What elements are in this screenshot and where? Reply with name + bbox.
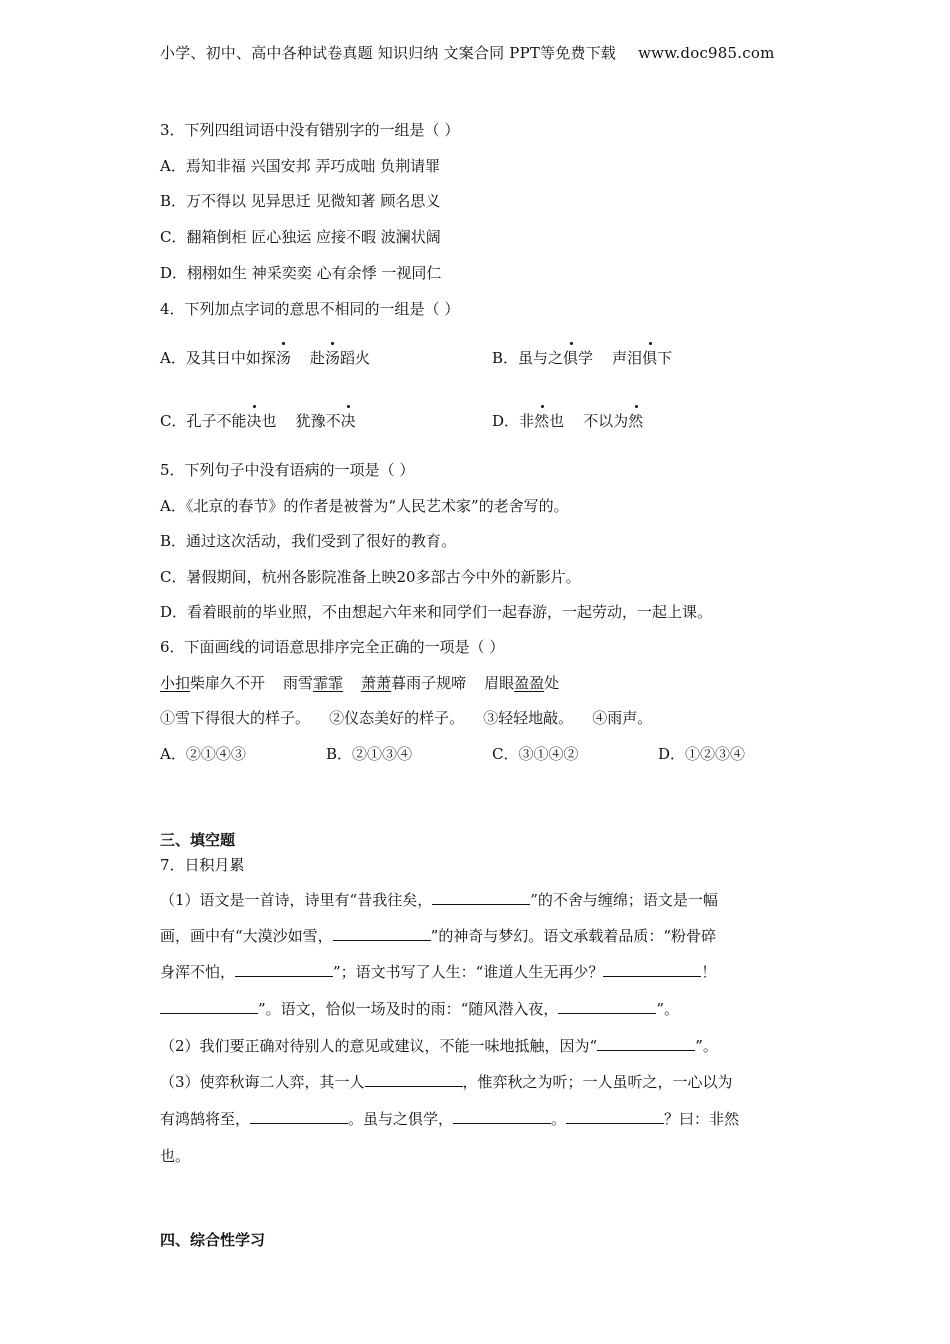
q4a-text3: 蹈火 <box>339 349 370 367</box>
q4d-dotted-2: 然 <box>628 412 644 430</box>
text: ”。语文，恰似一场及时的雨：“随风潜入夜， <box>258 1000 559 1018</box>
fill-blank-9[interactable] <box>250 1111 348 1124</box>
fill-blank-3[interactable] <box>235 964 333 977</box>
text: 画，画中有“大漠沙如雪， <box>160 927 333 945</box>
q4b-dotted-2: 俱 <box>642 349 658 367</box>
q6-phrase4-pre: 眉眼 <box>484 674 515 692</box>
q4b-text3: 下 <box>657 349 673 367</box>
q6-option-c: C．③①④② <box>492 745 579 763</box>
q5-stem: 5．下列句子中没有语病的一项是（ ） <box>160 461 415 479</box>
fill-blank-7[interactable] <box>597 1038 695 1051</box>
fill-blank-6[interactable] <box>558 1001 656 1014</box>
text: 。虽与之俱学， <box>348 1110 454 1128</box>
text: ，惟弈秋之为听；一人虽听之，一心以为 <box>462 1073 733 1091</box>
q6-phrase4-rest: 处 <box>544 674 560 692</box>
q7-p1-line2 <box>160 925 716 946</box>
q6-underlined-1: 小扣 <box>160 674 191 692</box>
q6-underlined-2: 霏霏 <box>313 674 344 692</box>
text: ”的不舍与缠绵；语文是一幅 <box>530 891 718 909</box>
q7-p1-line1 <box>160 889 718 910</box>
q4-option-b <box>492 347 672 368</box>
q4a-dotted-1: 汤 <box>275 349 291 367</box>
q7-p1-line4 <box>160 998 679 1019</box>
q6-phrases <box>160 672 559 693</box>
q7-p3-line2 <box>160 1108 739 1129</box>
fill-blank-4[interactable] <box>603 964 701 977</box>
text: ！ <box>701 963 717 981</box>
text: ”的神奇与梦幻。语文承载着品质：“粉骨碎 <box>430 927 717 945</box>
q4-option-d <box>492 410 643 431</box>
q4a-text2: 赴 <box>290 349 325 367</box>
text: ”。 <box>695 1037 718 1055</box>
q5-option-d: D．看着眼前的毕业照，不由想起六年来和同学们一起春游，一起劳动，一起上课。 <box>160 603 713 621</box>
q4d-text1: D．非 <box>492 412 535 430</box>
q6-phrase1-rest: 柴扉久不开 <box>190 674 266 692</box>
q6-stem: 6．下面画线的词语意思排序完全正确的一项是（ ） <box>160 638 505 656</box>
q7-p3-line3: 也。 <box>160 1147 191 1165</box>
q4-stem: 4．下列加点字词的意思不相同的一组是（ ） <box>160 300 460 318</box>
section-4-title: 四、综合性学习 <box>160 1231 266 1249</box>
q6-underlined-4: 盈盈 <box>514 674 545 692</box>
q7-stem: 7．日积月累 <box>160 856 245 874</box>
text: ”；语文书写了人生：“谁道人生无再少？ <box>333 963 604 981</box>
text: 有鸿鹄将至， <box>160 1110 251 1128</box>
q5-option-a: A．《北京的春节》的作者是被誉为“人民艺术家”的老舍写的。 <box>160 497 569 515</box>
q4a-dotted-2: 汤 <box>324 349 340 367</box>
q4d-dotted-1: 然 <box>534 412 550 430</box>
q6-option-d: D．①②③④ <box>658 745 746 763</box>
header-text: 小学、初中、高中各种试卷真题 知识归纳 文案合同 PPT等免费下载 <box>160 44 617 62</box>
fill-blank-5[interactable] <box>160 1001 258 1014</box>
text: ”。 <box>656 1000 680 1018</box>
section-3-title: 三、填空题 <box>160 831 236 849</box>
q3-stem: 3．下列四组词语中没有错别字的一组是（ ） <box>160 121 460 139</box>
q6-phrase2-pre: 雨雪 <box>283 674 314 692</box>
q7-p1-line3 <box>160 961 716 982</box>
q5-option-b: B．通过这次活动，我们受到了很好的教育。 <box>160 532 457 550</box>
q4-option-c <box>160 410 356 431</box>
q4d-text2: 也 不以为 <box>549 412 629 430</box>
page-header <box>160 42 775 63</box>
q6-option-a: A．②①④③ <box>160 745 246 763</box>
q4a-text1: A．及其日中如探 <box>160 349 276 367</box>
text: ？曰：非然 <box>664 1110 740 1128</box>
fill-blank-10[interactable] <box>453 1111 551 1124</box>
q3-option-b: B．万不得以 见异思迁 见微知著 顾名思义 <box>160 192 441 210</box>
q4-option-a <box>160 347 370 368</box>
text: 。 <box>551 1110 567 1128</box>
q3-option-d: D．栩栩如生 神采奕奕 心有余悸 一视同仁 <box>160 264 442 282</box>
q4c-text2: 也 犹豫不 <box>261 412 341 430</box>
q4c-dotted-1: 决 <box>246 412 262 430</box>
q4c-dotted-2: 决 <box>340 412 356 430</box>
header-site: www.doc985.com <box>638 44 775 62</box>
q5-option-c: C．暑假期间，杭州各影院准备上映20多部古今中外的新影片。 <box>160 568 581 586</box>
q4b-dotted-1: 俱 <box>563 349 579 367</box>
text: 身浑不怕， <box>160 963 236 981</box>
q7-p3-line1 <box>160 1071 733 1092</box>
q4c-text1: C．孔子不能 <box>160 412 247 430</box>
fill-blank-11[interactable] <box>566 1111 664 1124</box>
text: （3）使弈秋诲二人弈，其一人 <box>160 1073 365 1091</box>
q7-p2 <box>160 1035 718 1056</box>
q3-option-c: C．翻箱倒柜 匠心独运 应接不暇 波澜状阔 <box>160 228 441 246</box>
q3-option-a: A．焉知非福 兴国安邦 弄巧成咄 负荆请罪 <box>160 157 441 175</box>
fill-blank-1[interactable] <box>432 892 530 905</box>
fill-blank-2[interactable] <box>333 928 431 941</box>
q4b-text2: 学 声泪 <box>578 349 643 367</box>
q6-meanings: ①雪下得很大的样子。 ②仪态美好的样子。 ③轻轻地敲。 ④雨声。 <box>160 709 653 727</box>
fill-blank-8[interactable] <box>365 1074 463 1087</box>
q6-option-b: B．②①③④ <box>326 745 413 763</box>
q6-phrase3-rest: 暮雨子规啼 <box>391 674 467 692</box>
text: （2）我们要正确对待别人的意见或建议，不能一味地抵触，因为“ <box>160 1037 598 1055</box>
text: （1）语文是一首诗，诗里有“昔我往矣， <box>160 891 433 909</box>
q4b-text1: B．虽与之 <box>492 349 564 367</box>
q6-underlined-3: 萧萧 <box>361 674 392 692</box>
